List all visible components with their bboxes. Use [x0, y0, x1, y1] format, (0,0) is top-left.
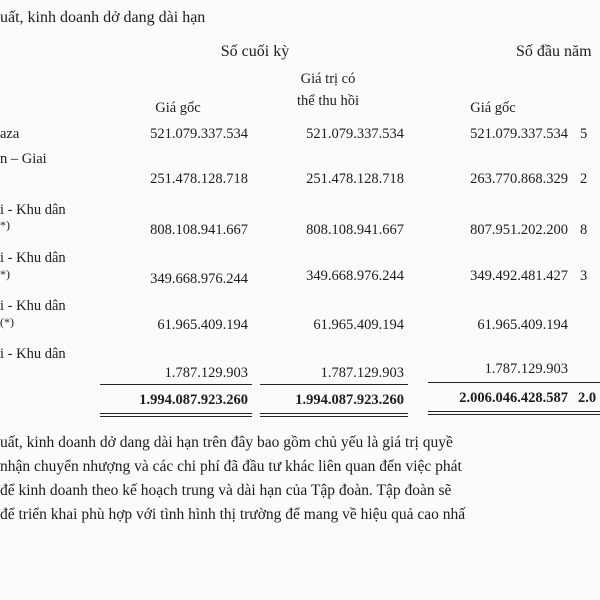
total-rule-bottom — [260, 416, 408, 417]
cell-cut: 5 — [580, 126, 588, 142]
cell-cost-end: 1.787.129.903 — [164, 365, 248, 381]
cost-begin-header: Giá gốc — [470, 100, 516, 116]
note-paragraph-line: nhận chuyển nhượng và các chi phí đã đầu tư khác liên quan đến việc phát — [0, 458, 462, 475]
cell-recoverable-end: 349.668.976.244 — [306, 268, 404, 284]
total-rule-bottom — [100, 416, 252, 417]
cell-cost-begin: 349.492.481.427 — [470, 268, 568, 284]
total-rule-bottom — [428, 414, 600, 415]
row-label: i - Khu dân — [0, 346, 66, 362]
cell-cost-end: 251.478.128.718 — [150, 171, 248, 187]
cell-cut: 2 — [580, 171, 588, 187]
row-label: i - Khu dân — [0, 250, 66, 266]
total-rule-top — [100, 384, 252, 385]
total-cost-end: 1.994.087.923.260 — [139, 392, 248, 408]
cell-cost-end: 349.668.976.244 — [150, 271, 248, 287]
cell-recoverable-end: 61.965.409.194 — [313, 317, 404, 333]
cell-cut: 3 — [580, 268, 588, 284]
recoverable-header-line2: thể thu hồi — [296, 93, 360, 109]
row-label: i - Khu dân — [0, 298, 66, 314]
cell-cost-begin: 807.951.202.200 — [470, 222, 568, 238]
row-label: i - Khu dân — [0, 202, 66, 218]
total-cost-begin: 2.006.046.428.587 — [459, 390, 568, 406]
cost-end-header: Giá gốc — [155, 100, 201, 116]
section-heading: uất, kinh doanh dở dang dài hạn — [0, 9, 206, 26]
total-rule-top — [260, 384, 408, 385]
cell-recoverable-end: 521.079.337.534 — [306, 126, 404, 142]
cell-cost-begin: 521.079.337.534 — [470, 126, 568, 142]
total-rule-bottom — [428, 411, 600, 412]
cell-cost-end: 61.965.409.194 — [157, 317, 248, 333]
row-label: aza — [0, 126, 20, 142]
note-paragraph-line: uất, kinh doanh dở dang dài hạn trên đây bao gồm chủ yếu là giá trị quyề — [0, 434, 453, 451]
note-paragraph-line: để triển khai phù hợp với tình hình thị trường để mang về hiệu quả cao nhấ — [0, 506, 466, 523]
row-label: n – Giai — [0, 151, 47, 167]
cell-cost-end: 521.079.337.534 — [150, 126, 248, 142]
cell-cost-end: 808.108.941.667 — [150, 222, 248, 238]
row-label-note: (*) — [0, 315, 14, 329]
cell-cost-begin: 61.965.409.194 — [477, 317, 568, 333]
row-label-note: *) — [0, 267, 10, 281]
total-rule-bottom — [100, 413, 252, 414]
cell-cost-begin: 263.770.868.329 — [470, 171, 568, 187]
cell-recoverable-end: 808.108.941.667 — [306, 222, 404, 238]
total-rule-top — [428, 382, 600, 383]
cell-cost-begin: 1.787.129.903 — [484, 361, 568, 377]
end-period-header: Số cuối kỳ — [220, 43, 290, 60]
recoverable-header-line1: Giá trị có — [300, 71, 356, 87]
cell-cut: 8 — [580, 222, 588, 238]
cell-recoverable-end: 1.787.129.903 — [320, 365, 404, 381]
note-paragraph-line: để kinh doanh theo kế hoạch trung và dài hạn của Tập đoàn. Tập đoàn sẽ — [0, 482, 452, 499]
total-recoverable-end: 1.994.087.923.260 — [295, 392, 404, 408]
row-label-note: *) — [0, 218, 10, 232]
total-cut: 2.0 — [578, 390, 597, 406]
cell-recoverable-end: 251.478.128.718 — [306, 171, 404, 187]
begin-year-header: Số đầu năm — [516, 43, 592, 60]
total-rule-bottom — [260, 413, 408, 414]
